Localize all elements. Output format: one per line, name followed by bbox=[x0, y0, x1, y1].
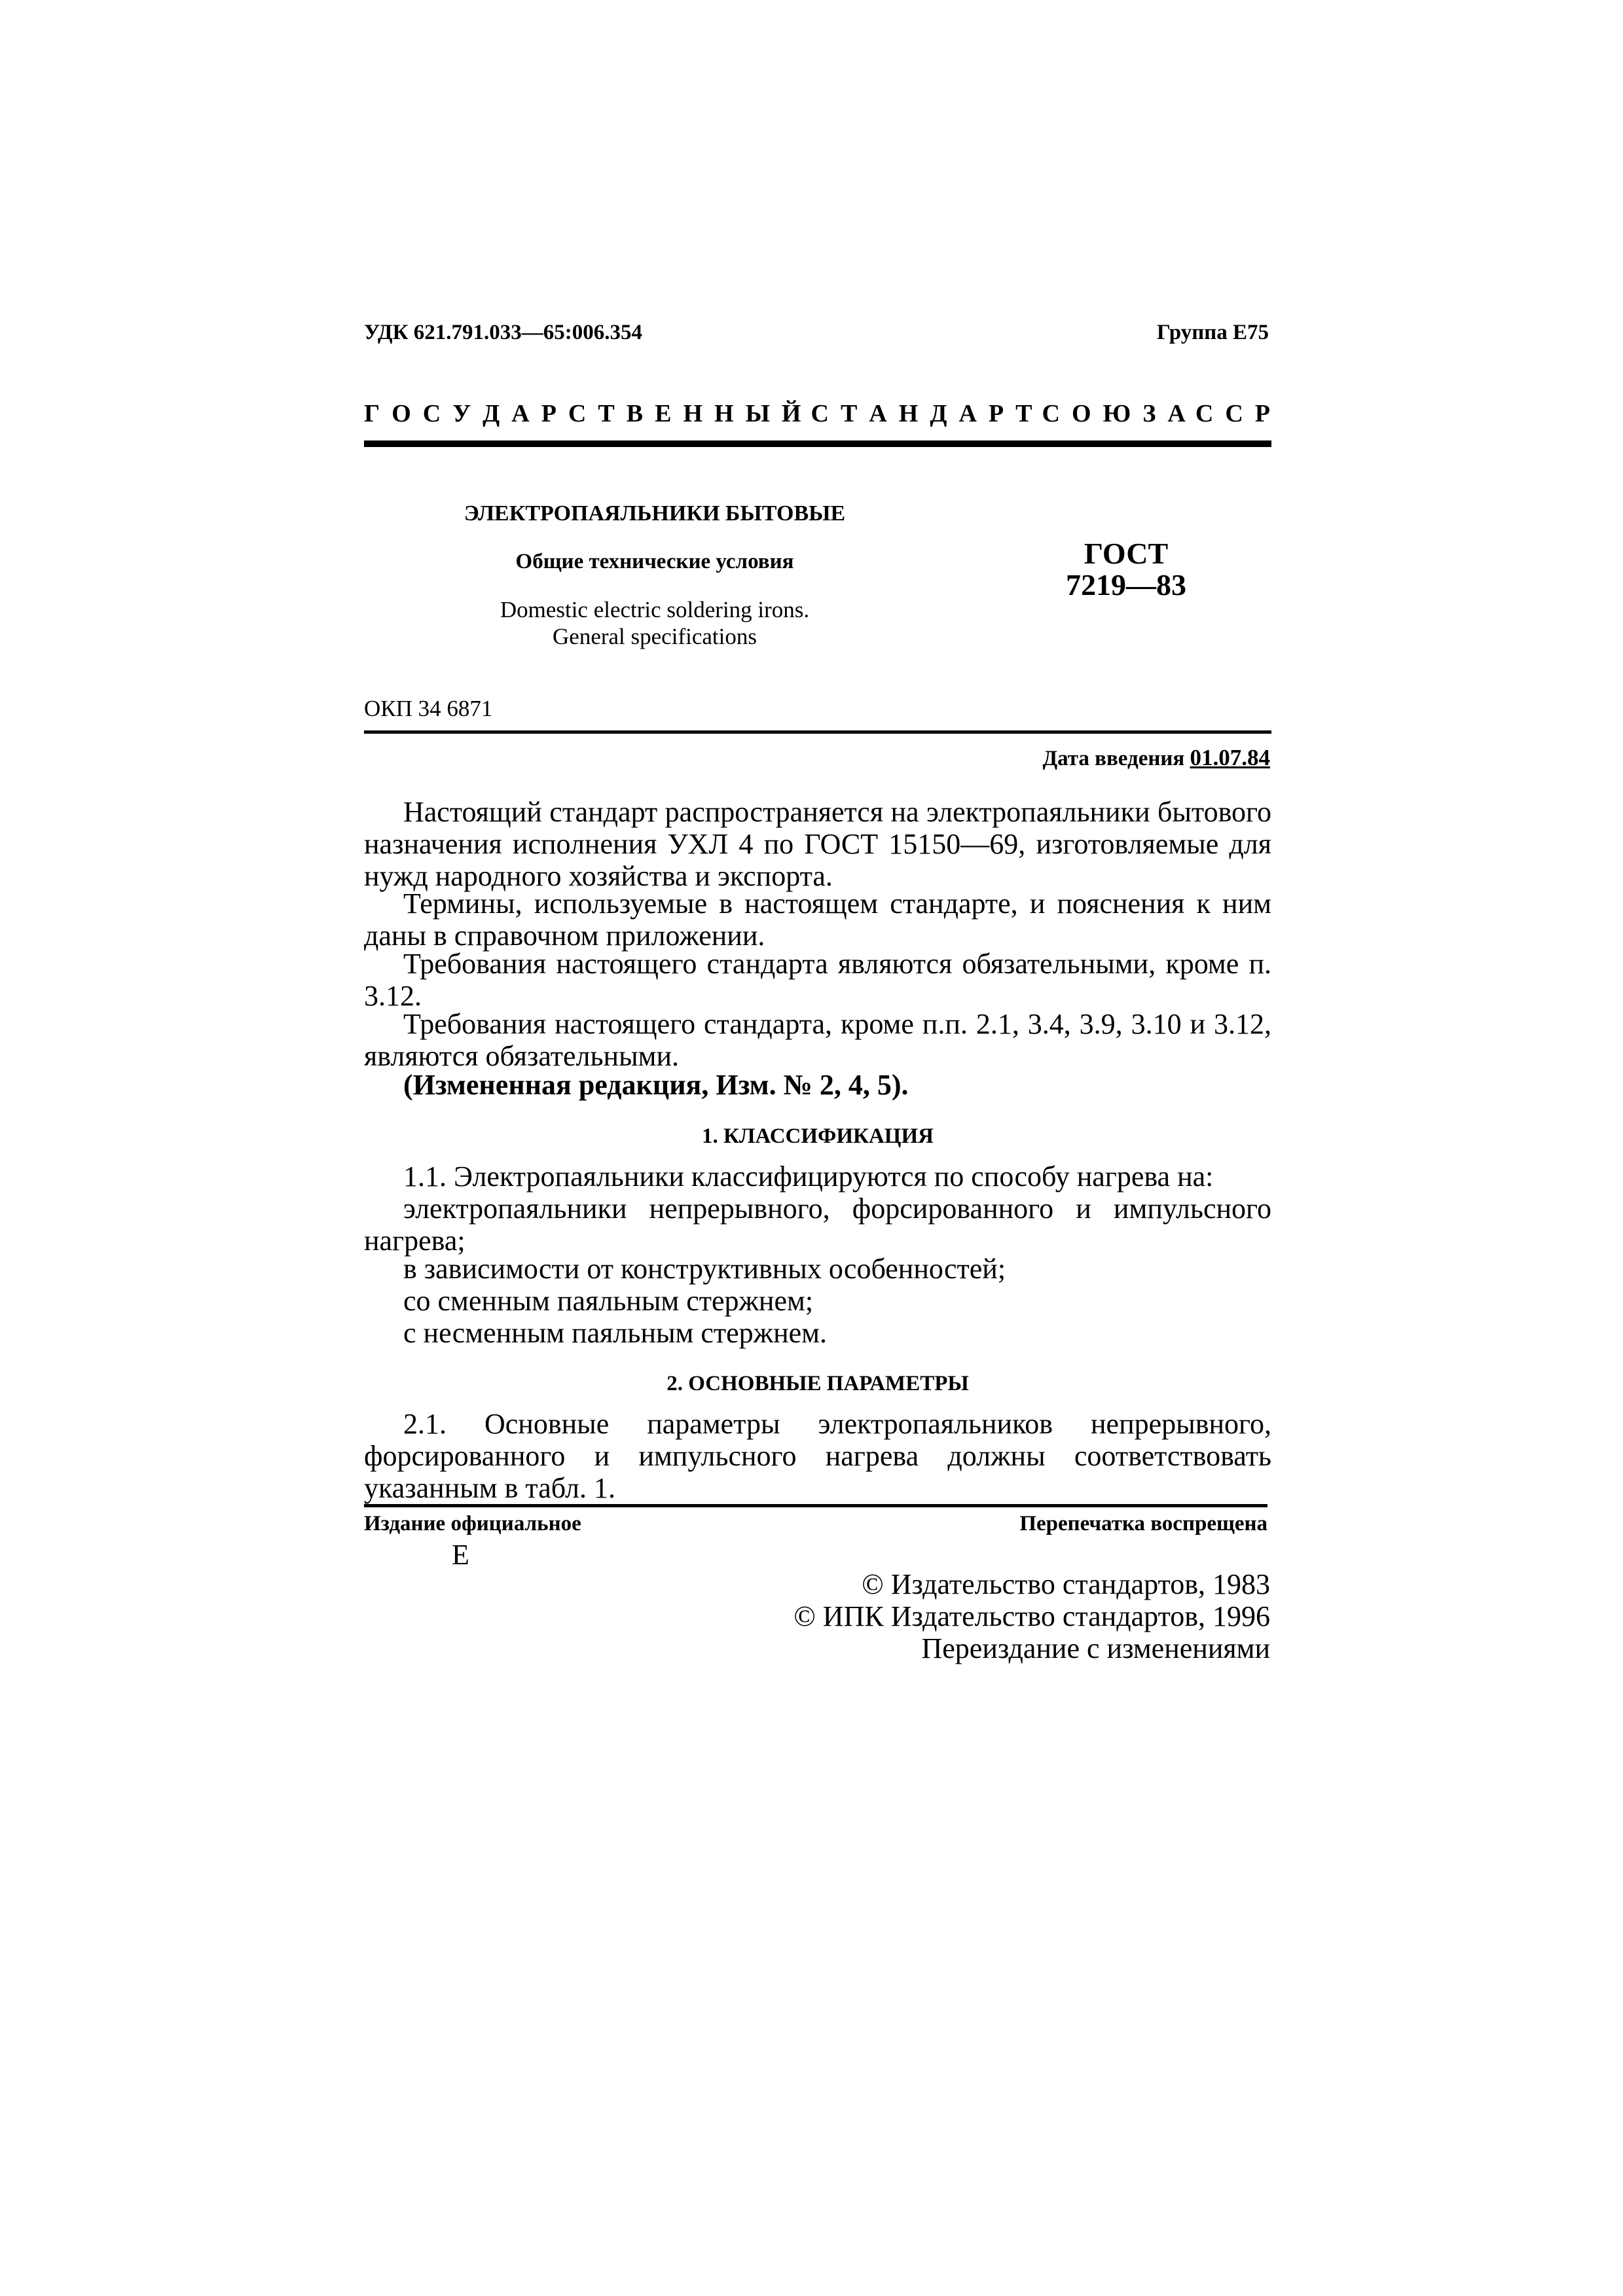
gost-label: ГОСТ bbox=[1084, 537, 1169, 570]
english-title-line2: General specifications bbox=[553, 624, 757, 649]
standard-banner bbox=[364, 399, 1270, 428]
section-title: 2. ОСНОВНЫЕ ПАРАМЕТРЫ bbox=[666, 1372, 969, 1395]
banner-word: С О Ю З А bbox=[1042, 400, 1186, 427]
rule bbox=[364, 730, 1271, 734]
section-paragraph: с несменным паяльным стержнем. bbox=[403, 1317, 828, 1349]
copyright-line: © ИПК Издательство стандартов, 1996 bbox=[793, 1600, 1270, 1632]
section-paragraph: в зависимости от конструктивных особенностей; bbox=[403, 1253, 1006, 1285]
introduction-date-value: 01.07.84 bbox=[1190, 745, 1270, 770]
preamble-paragraph: Настоящий стандарт распространяется на электропаяльники бытового назначения исполнения УХЛ 4 по ГОСТ 15150—69, изготовляемые для нужд народного хозяйства и экспорта. bbox=[364, 796, 1271, 892]
reissue-note: Переиздание с изменениями bbox=[921, 1632, 1270, 1664]
section-title: 1. КЛАССИФИКАЦИЯ bbox=[702, 1124, 934, 1148]
section-paragraph: электропаяльники непрерывного, форсированного и импульсного нагрева; bbox=[364, 1193, 1271, 1257]
banner-word: С Т А Н Д А Р Т bbox=[811, 400, 1032, 427]
introduction-date-label: Дата введения bbox=[1042, 747, 1185, 770]
banner-word: Г О С У Д А Р С Т В Е Н Н Ы Й bbox=[364, 400, 801, 427]
copyright-line: © Издательство стандартов, 1983 bbox=[862, 1568, 1270, 1600]
english-title-line1: Domestic electric soldering irons. bbox=[500, 597, 810, 622]
preamble-paragraph: Требования настоящего стандарта, кроме п.п. 2.1, 3.4, 3.9, 3.10 и 3.12, являются обязательными. bbox=[364, 1008, 1271, 1072]
gost-designation bbox=[1048, 538, 1205, 601]
udk-code: УДК 621.791.033—65:006.354 bbox=[364, 321, 643, 344]
footer-rule bbox=[364, 1504, 1267, 1507]
thick-rule bbox=[364, 440, 1271, 447]
reprint-prohibited-label: Перепечатка воспрещена bbox=[1019, 1512, 1267, 1535]
gost-number: 7219—83 bbox=[1066, 568, 1186, 601]
okp-code: ОКП 34 6871 bbox=[364, 696, 493, 721]
introduction-date bbox=[851, 745, 1270, 771]
amendment-note: (Измененная редакция, Изм. № 2, 4, 5). bbox=[403, 1069, 909, 1101]
document-subtitle: Общие технические условия bbox=[515, 550, 794, 573]
section-paragraph: 2.1. Основные параметры электропаяльников непрерывного, форсированного и импульсного нагрева должны соответствовать указанным в табл. 1. bbox=[364, 1408, 1271, 1504]
preamble-paragraph: Требования настоящего стандарта являются обязательными, кроме п. 3.12. bbox=[364, 948, 1271, 1012]
official-edition-label: Издание официальное bbox=[364, 1512, 581, 1535]
section-paragraph: со сменным паяльным стержнем; bbox=[403, 1285, 814, 1317]
document-title: ЭЛЕКТРОПАЯЛЬНИКИ БЫТОВЫЕ bbox=[464, 501, 846, 526]
banner-word: С С Р bbox=[1195, 400, 1270, 427]
edition-mark: Е bbox=[452, 1539, 469, 1571]
group-code: Группа Е75 bbox=[1156, 321, 1269, 344]
preamble-paragraph: Термины, используемые в настоящем стандарте, и пояснения к ним даны в справочном приложении. bbox=[364, 888, 1271, 952]
section-paragraph: 1.1. Электропаяльники классифицируются по способу нагрева на: bbox=[403, 1160, 1214, 1193]
